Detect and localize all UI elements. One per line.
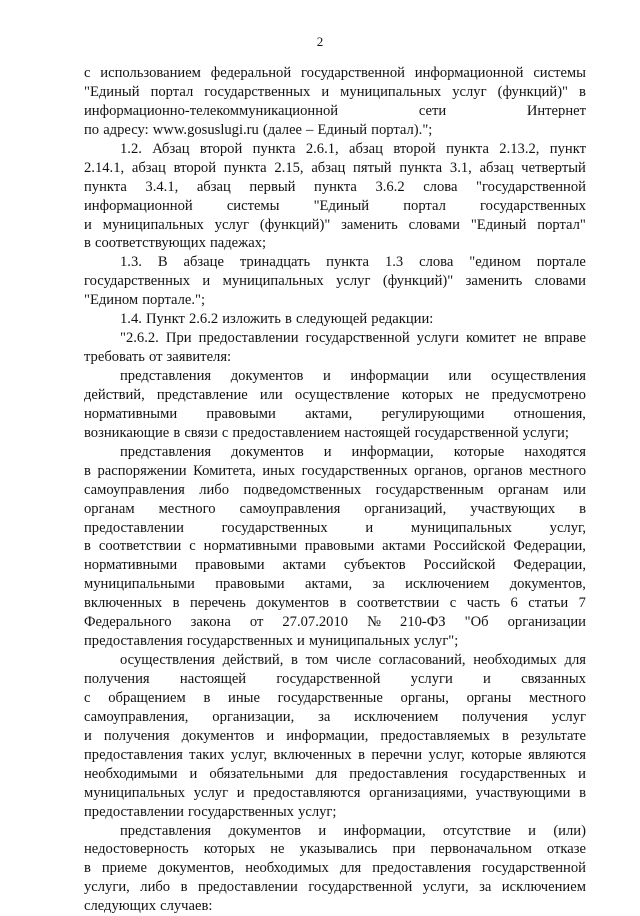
- text-line: муниципальных услуг и предоставляются организациями, участвующими в: [84, 784, 586, 801]
- text-line: 2.14.1, абзац второй пункта 2.15, абзац пятый пункта 3.1, абзац четвертый: [84, 159, 586, 176]
- text-line: получения настоящей государственной услуги и связанных: [84, 671, 586, 687]
- text-line: необходимыми и обязательными для предоставления государственных и: [84, 765, 586, 782]
- text-line: 1.4. Пункт 2.6.2 изложить в следующей редакции:: [120, 311, 434, 328]
- text-line: с обращением в иные государственные органы, органы местного: [84, 689, 586, 706]
- text-line: представления документов и информации, которые находятся: [120, 443, 586, 460]
- text-line: требовать от заявителя:: [84, 349, 232, 366]
- text-line: пункта 3.4.1, абзац первый пункта 3.6.2 слова "государственной: [84, 178, 586, 195]
- text-line: в соответствии с нормативными правовыми актами Российской Федерации,: [84, 538, 586, 555]
- document-body: [84, 64, 586, 916]
- text-line: муниципальными правовыми актами, за исключением документов,: [84, 576, 586, 593]
- text-line: органам местного самоуправления организаций, участвующих в: [84, 500, 586, 517]
- text-line: предоставлении государственных и муниципальных услуг,: [84, 519, 586, 536]
- text-line: самоуправления либо подведомственных государственным органам или: [84, 481, 586, 498]
- text-line: "Единый портал государственных и муниципальных услуг (функций)" в: [84, 83, 586, 100]
- text-line: действий, представление или осуществление которых не предусмотрено: [84, 386, 586, 403]
- text-line: предоставления таких услуг, включенных в перечни услуг, которые являются: [84, 746, 586, 763]
- text-line: "Едином портале.";: [84, 292, 206, 309]
- text-line: представления документов и информации или осуществления: [120, 368, 586, 384]
- text-line: осуществления действий, в том числе согласований, необходимых для: [120, 652, 586, 669]
- text-line: 1.3. В абзаце тринадцать пункта 1.3 слова "едином портале: [120, 254, 586, 271]
- text-line: государственных и муниципальных услуг (функций)" заменить словами: [84, 273, 586, 290]
- text-line: недостоверность которых не указывались при первоначальном отказе: [84, 841, 586, 858]
- text-line: в распоряжении Комитета, иных государственных органов, органов местного: [84, 462, 586, 479]
- text-line: информационно-телекоммуникационной сети Интернет: [84, 102, 586, 119]
- text-line: и получения документов и информации, предоставляемых в результате: [84, 727, 586, 744]
- text-line: и муниципальных услуг (функций)" заменить словами "Единый портал": [84, 216, 586, 233]
- text-line: включенных в перечень документов в соответствии с часть 6 статьи 7: [84, 595, 586, 612]
- text-line: 1.2. Абзац второй пункта 2.6.1, абзац второй пункта 2.13.2, пункт: [120, 140, 586, 157]
- text-line: представления документов и информации, отсутствие и (или): [120, 822, 586, 839]
- text-line: "2.6.2. При предоставлении государственной услуги комитет не вправе: [120, 330, 586, 347]
- text-line: по адресу: www.gosuslugi.ru (далее – Единый портал).";: [84, 121, 433, 138]
- text-line: информационной системы "Единый портал государственных: [84, 197, 586, 214]
- text-line: самоуправления, организации, за исключением получения услуг: [84, 708, 586, 725]
- text-line: следующих случаев:: [84, 898, 213, 915]
- text-line: предоставлении государственных услуг;: [84, 803, 337, 820]
- text-line: Федерального закона от 27.07.2010 № 210-ФЗ "Об организации: [84, 614, 586, 631]
- text-line: услуги, либо в предоставлении государственной услуги, за исключением: [84, 879, 586, 896]
- text-line: возникающие в связи с предоставлением настоящей государственной услуги;: [84, 424, 569, 441]
- text-line: в соответствующих падежах;: [84, 235, 267, 252]
- text-line: предоставления государственных и муниципальных услуг";: [84, 633, 459, 650]
- page-number: 2: [316, 34, 324, 49]
- text-line: с использованием федеральной государственной информационной системы: [84, 65, 586, 81]
- text-line: нормативными правовыми актами, регулирующими отношения,: [84, 405, 586, 422]
- text-line: нормативными правовыми актами субъектов Российской Федерации,: [84, 557, 586, 574]
- text-line: в приеме документов, необходимых для предоставления государственной: [84, 860, 586, 877]
